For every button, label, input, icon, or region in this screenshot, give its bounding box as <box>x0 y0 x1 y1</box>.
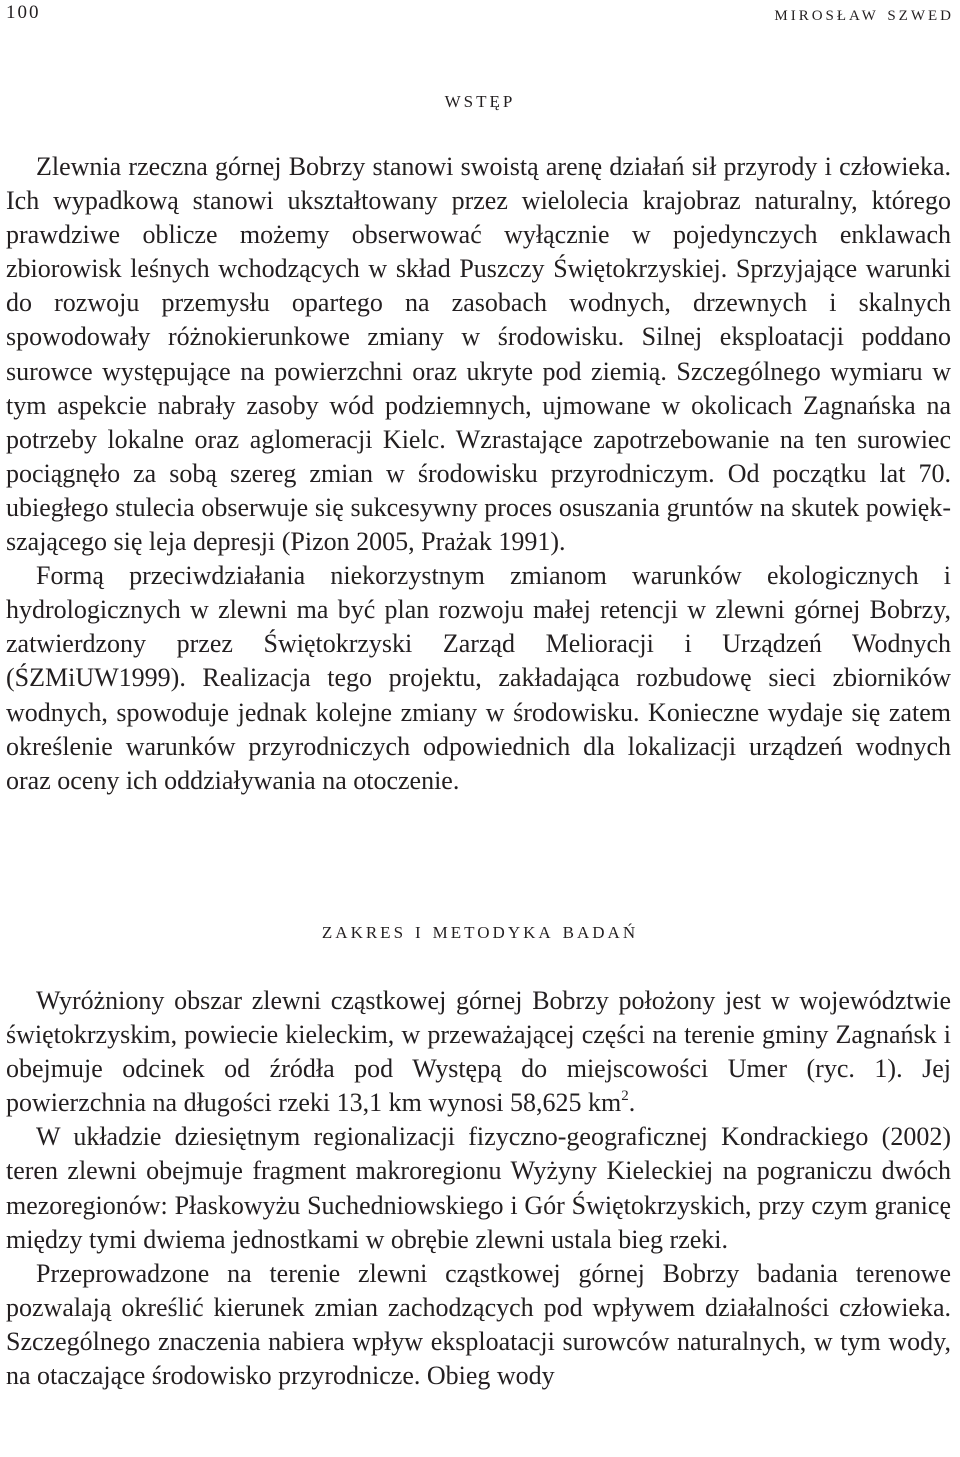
paragraph-end: . <box>628 1088 636 1118</box>
running-head-author: mirosław szwed <box>774 0 954 25</box>
methods-text <box>6 984 951 1393</box>
paragraph: Przeprowadzone na terenie zlewni cząstkowej górnej Bobrzy badania terenowe pozwalają określić kierunek zmian zachodzących pod wpływem działalności człowieka. Szczególnego znaczenia nabiera wpływ eksploatacji surowców naturalnych, w tym wody, na otaczające środowisko przyrodnicze. Obieg wody <box>6 1258 951 1391</box>
paragraph: Zlewnia rzeczna górnej Bobrzy stanowi swoistą arenę działań sił przyrody i człowieka. Ich wypadkową stanowi ukształtowany przez wielolecia krajobraz naturalny, którego prawdziwe oblicze możemy obserwować wyłącznie w pojedynczych enklawach zbiorowisk leśnych wchodzących w skład Puszczy Świętokrzyskiej. Sprzyjające warunki do rozwoju przemysłu opartego na zasobach wodnych, drzewnych i skalnych spowodowały różnokierunkowe zmiany w środowisku. Silnej eksploatacji poddano surowce występujące na powierzchni oraz ukryte pod ziemią. Szczególnego wymiaru w tym aspekcie nabrały zasoby wód podziemnych, ujmowane w okolicach Zagnańska na potrzeby lokalne oraz aglomeracji Kielc. Wzrastające zapotrzebowanie na ten surowiec pociągnęło za sobą szereg zmian w środowisku przyrodniczym. Od początku lat 70. ubiegłego stulecia obserwuje się sukcesywny proces osuszania gruntów na skutek powiększającego się leja depresji (Pizon 2005, Prażak 1991). <box>6 152 951 557</box>
intro-text <box>6 150 951 798</box>
paragraph: Formą przeciwdziałania niekorzystnym zmianom warunków ekologicznych i hydrologicznych w zlewni ma być plan rozwoju małej retencji w zlewni górnej Bobrzy, zatwierdzony przez Świętokrzyski Zarząd Melioracji i Urządzeń Wodnych (ŚZMiUW1999). Realizacja tego projektu, zakładająca rozbudowę sieci zbiorników wodnych, spowoduje jednak kolejne zmiany w środowisku. Konieczne wydaje się zatem określenie warunków przyrodniczych odpowiednich dla lokalizacji urządzeń wodnych oraz oceny ich oddziaływania na otoczenie. <box>6 561 951 795</box>
running-head <box>6 0 954 26</box>
paragraph-text: Wyróżniony obszar zlewni cząstkowej górnej Bobrzy położony jest w województwie świętokrzyskim, powiecie kieleckim, w przeważającej części na terenie gminy Zagnańsk i obejmuje odcinek od źródła pod Występą do miejscowości Umer (ryc. 1). Jej powierzchnia na długości rzeki 13,1 km wynosi 58,625 km <box>6 986 951 1118</box>
section-heading-intro: wstęp <box>444 87 516 113</box>
paragraph <box>6 984 951 1120</box>
section-heading-scope-methods: zakres i metodyka badań <box>321 918 639 944</box>
superscript: 2 <box>621 1088 629 1105</box>
paragraph: W układzie dziesiętnym regionalizacji fizyczno-geograficznej Kondrackiego (2002) teren zlewni obejmuje fragment makroregionu Wyżyny Kieleckiej na pograniczu dwóch mezoregionów: Płaskowyżu Suchedniowskiego i Gór Świętokrzyskich, przy czym granicę między tymi dwiema jednostkami w obrębie zlewni ustala bieg rzeki. <box>6 1122 951 1254</box>
page-number: 100 <box>6 2 41 23</box>
